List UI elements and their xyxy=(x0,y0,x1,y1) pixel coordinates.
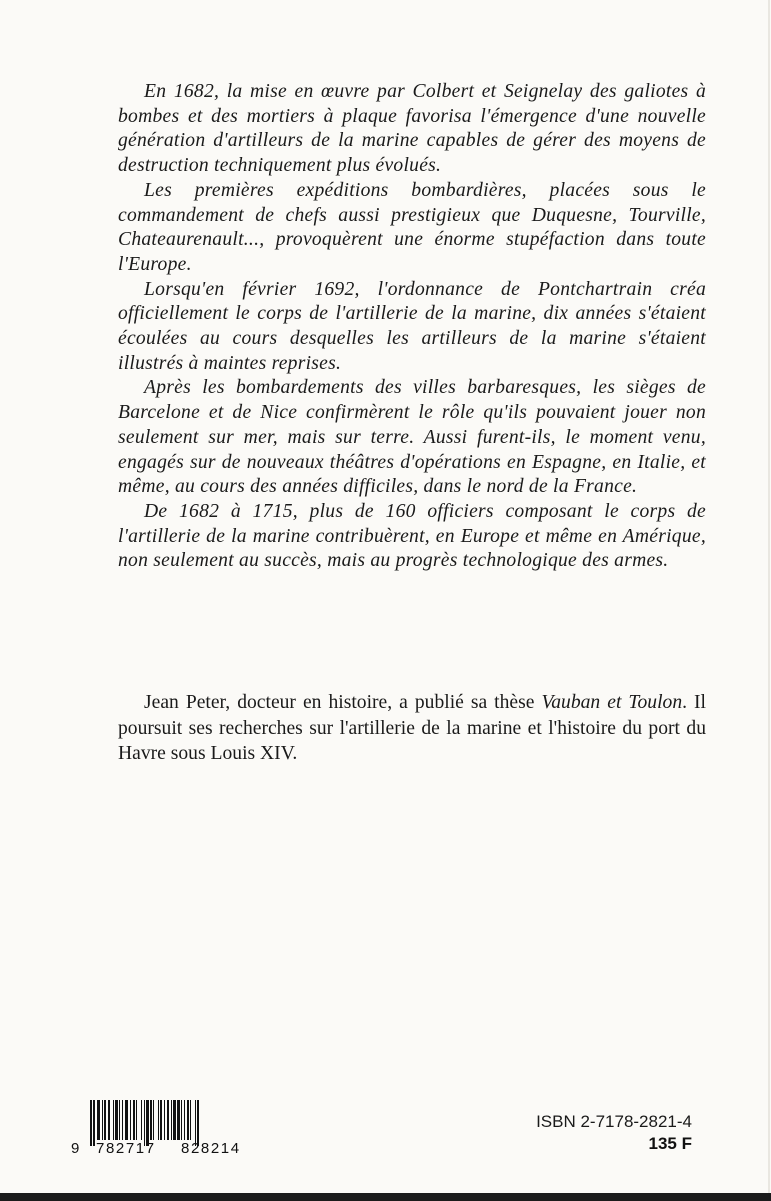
barcode-bar xyxy=(181,1100,182,1140)
barcode-group-1: 782717 xyxy=(96,1140,156,1157)
barcode-bar xyxy=(164,1100,165,1140)
cover-blurb xyxy=(118,80,706,574)
barcode-bar xyxy=(104,1100,106,1140)
barcode-bar xyxy=(90,1100,92,1146)
barcode-lead-digit: 9 xyxy=(71,1140,81,1157)
author-bio-text: Jean Peter, docteur en histoire, a publié sa thèse xyxy=(144,692,542,713)
barcode-bar xyxy=(153,1100,154,1140)
barcode-bar xyxy=(113,1100,114,1140)
barcode-bar xyxy=(108,1100,109,1140)
barcode-bar xyxy=(141,1100,142,1140)
author-bio-text-end: . Il poursuit ses recherches sur l'artillerie de la marine et l'histoire du port du Havre sous Louis XIV. xyxy=(118,692,707,764)
price-label: 135 F xyxy=(648,1134,692,1153)
barcode-bar xyxy=(184,1100,185,1140)
barcode-bar xyxy=(93,1100,94,1146)
blurb-paragraph: En 1682, la mise en œuvre par Colbert et Seignelay des galiotes à bombes et des mortiers à plaque favorisa l'émergence d'une nouvelle génération d'artilleurs de la marine capables de gérer des moyens de destruction techniquement plus évolués. xyxy=(118,81,706,177)
barcode-bar xyxy=(115,1100,117,1140)
blurb-paragraph: Lorsqu'en février 1692, l'ordonnance de Pontchartrain créa officiellement le corps de l'artillerie de la marine, dix années s'étaient écoulées au cours desquelles les artilleurs de la marine s'étaient illustrés à maintes reprises. xyxy=(118,278,706,374)
barcode-bar xyxy=(125,1100,128,1140)
barcode-bar xyxy=(177,1100,179,1140)
barcode-bar xyxy=(160,1100,162,1140)
blurb-paragraph: Les premières expéditions bombardières, placées sous le commandement de chefs aussi prestigieux que Duquesne, Tourville, Chateaurenault..., provoquèrent une énorme stupéfaction dans toute l'Europe. xyxy=(118,179,706,275)
barcode-bar xyxy=(150,1100,152,1140)
barcode-bar xyxy=(102,1100,103,1140)
author-bio-paragraph xyxy=(118,690,706,767)
barcode-bar xyxy=(173,1100,176,1140)
isbn-barcode xyxy=(60,1100,285,1160)
barcode-bar xyxy=(158,1100,159,1140)
scan-edge-strip xyxy=(0,1193,771,1201)
barcode-bar xyxy=(130,1100,131,1140)
barcode-bar xyxy=(171,1100,172,1140)
blurb-paragraph: De 1682 à 1715, plus de 160 officiers composant le corps de l'artillerie de la marine contribuèrent, en Europe et même en Amérique, non seulement au succès, mais au progrès technologique des armes. xyxy=(118,500,706,572)
barcode-bar xyxy=(97,1100,100,1140)
barcode-bar xyxy=(122,1100,123,1140)
barcode-bar xyxy=(136,1100,137,1140)
thesis-title: Vauban et Toulon xyxy=(541,692,683,713)
barcode-group-2: 828214 xyxy=(181,1140,241,1157)
barcode-bar xyxy=(187,1100,189,1140)
barcode-bars xyxy=(90,1100,276,1140)
barcode-bar xyxy=(133,1100,135,1140)
author-bio xyxy=(118,690,706,767)
isbn-number: ISBN 2-7178-2821-4 xyxy=(536,1112,692,1131)
blurb-paragraph: Après les bombardements des villes barbaresques, les sièges de Barcelone et de Nice confirmèrent le rôle qu'ils pouvaient jouer non seulement sur mer, mais sur terre. Aussi furent-ils, le moment venu, engagés sur de nouveaux théâtres d'opérations en Espagne, en Italie, et même, au cours des années difficiles, dans le nord de la France. xyxy=(118,377,706,498)
barcode-bar xyxy=(190,1100,191,1140)
barcode-bar xyxy=(167,1100,169,1140)
barcode-bar xyxy=(119,1100,120,1140)
